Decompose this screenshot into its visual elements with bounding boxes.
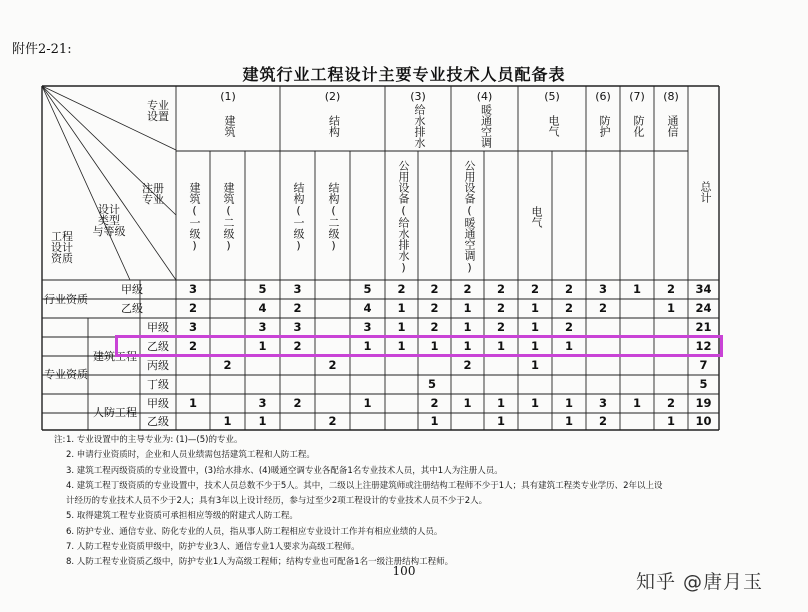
table-value: 1 [463,395,472,410]
table-value: 3 [293,319,302,334]
table-value: 1 [258,338,267,353]
table-value: 1 [463,319,472,334]
group-name-3: 给水排水 [413,104,426,148]
table-value: 3 [188,319,197,334]
reg-col-11: 电气 [530,206,543,228]
row-grade: 乙级 [147,415,169,428]
reg-col-1: 建筑(一级) [188,182,201,252]
group-name-4: 暖通空调 [479,104,493,148]
note-3: 3. 建筑工程丙级资质的专业设置中，(3)给水排水、(4)暖通空调专业各配备1名专业技术人员，其中1人为注册人员。 [66,465,503,476]
table-value: 1 [397,300,406,315]
group-index-2: (2) [324,89,341,103]
row-group-special: 专业资质 [44,367,88,381]
group-name-8: 通信 [666,115,679,137]
row-total: 19 [695,395,712,410]
table-value: 1 [666,413,675,428]
row-total: 12 [695,338,712,353]
table-value: 1 [430,338,439,353]
table-value: 2 [293,300,302,315]
reg-col-5: 结构(二级) [327,182,340,252]
table-value: 2 [430,281,439,296]
table-value: 2 [430,300,439,315]
row-grade: 丙级 [147,359,169,372]
reg-col-7: 公用设备(给水排水) [397,160,410,274]
table-value: 1 [530,395,539,410]
group-index-3: (3) [410,89,426,103]
table-value: 2 [188,300,197,315]
table-value: 2 [530,281,539,296]
table-value: 2 [223,357,232,372]
table-value: 2 [293,338,302,353]
group-index-7: (7) [629,89,645,103]
note-6: 6. 防护专业、通信专业、防化专业的人员，指从事人防工程相应专业设计工作并有相应业绩的人员。 [66,526,443,537]
group-name-6: 防护 [598,115,611,137]
corner-type-label: 设计 类型 与等级 [92,202,126,238]
table-value: 2 [564,300,573,315]
note-1: 1. 专业设置中的主导专业为: (1)—(5)的专业。 [66,435,243,445]
table-value: 3 [293,281,302,296]
group-index-6: (6) [595,89,611,103]
table-value: 1 [564,395,573,410]
row-total: 5 [699,376,708,391]
reg-col-9: 公用设备(暖通空调) [463,160,476,274]
notes-heading: 注: [54,435,66,445]
table-value: 2 [496,319,505,334]
table-value: 2 [496,281,505,296]
table-value: 1 [363,395,372,410]
table-value: 1 [496,413,505,428]
table-value: 1 [363,338,372,353]
note-7: 7. 人防工程专业资质甲级中，防护专业3人、通信专业1人要求为高级工程师。 [66,542,360,553]
row-grade: 甲级 [147,397,169,410]
table-value: 1 [564,338,573,353]
row-grade: 甲级 [147,321,169,334]
table-value: 1 [530,319,539,334]
table-value: 1 [258,413,267,428]
corner-registered-label: 注册 专业 [142,182,164,206]
row-group-building: 建筑工程 [93,349,137,363]
row-grade: 甲级 [121,283,143,296]
table-value: 3 [188,281,197,296]
group-name-5: 电气 [547,115,560,137]
group-name-7: 防化 [632,115,645,137]
table-value: 5 [258,281,267,296]
table-value: 2 [666,281,675,296]
table-value: 2 [188,338,197,353]
watermark: 知乎 @唐月玉 [636,571,764,593]
row-grade: 乙级 [147,340,169,353]
table-value: 2 [564,319,573,334]
table-value: 1 [430,413,439,428]
row-total: 10 [695,413,712,428]
note-4: 4. 建筑工程丁级资质的专业设置中，技术人员总数不少于5人。其中，二级以上注册建筑师或注册结构工程师不少于1人；具有建筑工程类专业学历、2年以上设 [66,480,663,491]
reg-col-2: 建筑(二级) [222,182,235,252]
annex-label: 附件2-21: [12,42,72,57]
merged-value: 5 [427,376,436,391]
group-name-2: 结构 [327,115,341,137]
table-value: 2 [328,357,337,372]
table-value: 3 [258,319,267,334]
page-title: 建筑行业工程设计主要专业技术人员配备表 [242,65,566,84]
table-value: 2 [598,413,607,428]
row-group-industry: 行业资质 [44,292,88,306]
group-name-1: 建筑 [223,115,236,137]
table-value: 5 [363,281,372,296]
row-total: 34 [695,281,712,296]
note-2: 2. 申请行业资质时，企业和人员业绩需包括建筑工程和人防工程。 [66,450,315,461]
table-value: 1 [223,413,232,428]
table-value: 3 [598,395,607,410]
table-value: 1 [666,300,675,315]
table-value: 2 [397,281,406,296]
table-value: 2 [666,395,675,410]
corner-setting-label: 专业 设置 [147,99,169,123]
page-number: 100 [392,564,416,578]
row-total: 21 [695,319,712,334]
table-value: 1 [564,413,573,428]
table-value: 4 [258,300,267,315]
note-4-cont: 计经历的专业技术人员不少于2人；具有3年以上设计经历，参与过至少2项工程设计的专业技术人员不少于2人。 [66,496,488,507]
table-value: 2 [463,281,472,296]
group-index-5: (5) [544,89,560,103]
total-header: 总计 [699,181,712,203]
note-8: 8. 人防工程专业资质乙级中，防护专业1人为高级工程师；结构专业也可配备1名一级注册结构工程师。 [66,557,454,568]
table-value: 1 [397,319,406,334]
table-value: 1 [397,338,406,353]
table-value: 3 [258,395,267,410]
table-value: 1 [632,281,641,296]
reg-col-4: 结构(一级) [292,182,305,252]
notes [54,433,766,571]
row-grade: 乙级 [121,302,143,315]
table-value: 1 [530,300,539,315]
row-group-civil-defense: 人防工程 [93,405,137,419]
table-value: 2 [463,357,472,372]
table-value: 3 [363,319,372,334]
table-value: 1 [463,300,472,315]
table-value: 2 [430,395,439,410]
table-value: 2 [496,300,505,315]
table-value: 1 [496,338,505,353]
table-value: 4 [363,300,372,315]
table-value: 2 [598,300,607,315]
group-index-8: (8) [663,89,679,103]
table-value: 1 [188,395,197,410]
corner-qual-label: 工程 设计 资质 [51,229,73,265]
highlight-box [115,335,723,357]
table-value: 1 [463,338,472,353]
row-total: 24 [695,300,712,315]
table-value: 2 [430,319,439,334]
table-value: 1 [530,357,539,372]
table-value: 2 [293,395,302,410]
table-value: 1 [530,338,539,353]
table-value: 1 [632,395,641,410]
table-value: 2 [328,413,337,428]
table-value: 3 [598,281,607,296]
table-value: 1 [496,395,505,410]
table-value: 2 [564,281,573,296]
row-grade: 丁级 [147,378,169,391]
group-index-4: (4) [476,89,493,103]
row-total: 7 [699,357,708,372]
group-index-1: (1) [220,89,236,103]
note-5: 5. 取得建筑工程专业资质可承担相应等级的附建式人防工程。 [66,511,298,522]
